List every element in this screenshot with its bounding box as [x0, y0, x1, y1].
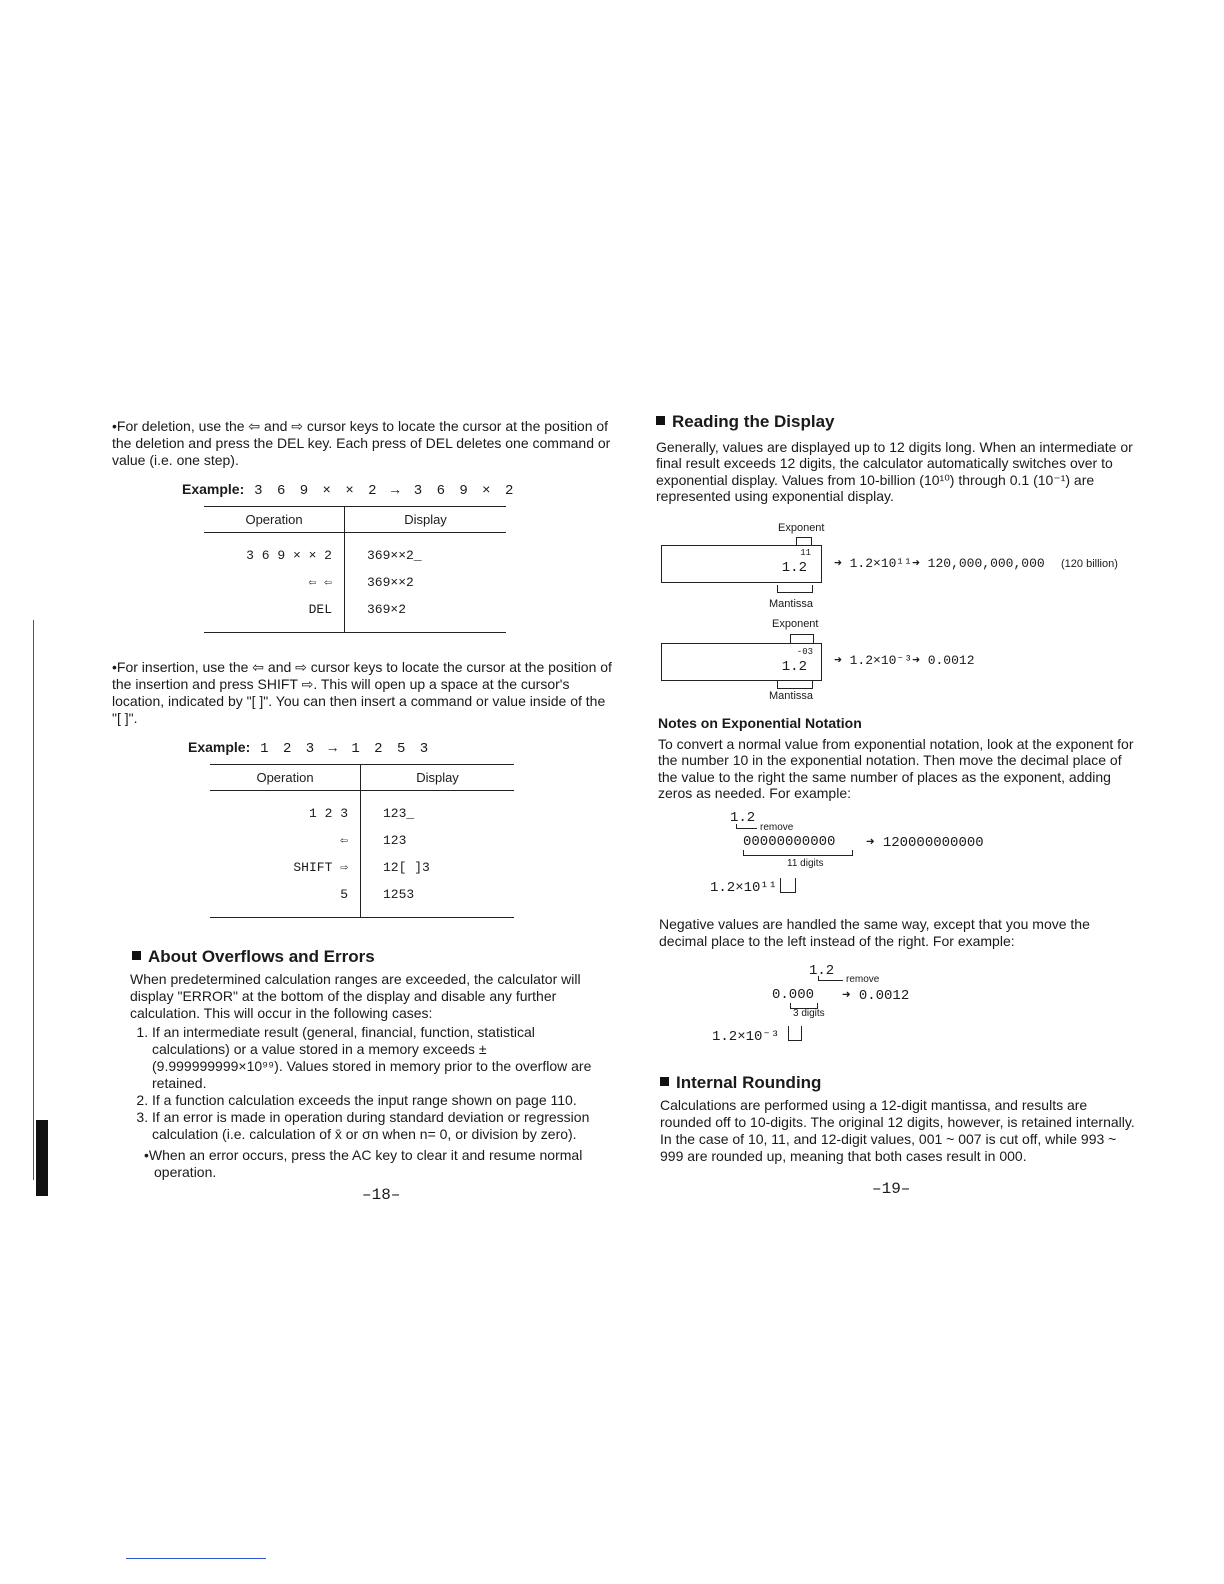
- remove-label: remove: [846, 974, 880, 985]
- conversion-result-2: ➜ 1.2×10⁻³➜ 0.0012: [834, 653, 975, 668]
- mantissa-bracket: [777, 585, 813, 593]
- list-item: 1. If an intermediate result (general, financial, function, statistical calculations) or a value stored in a memory exceeds ±(9.999999999×10⁹⁹). Values stored in memory prior to the overflow are retained.: [152, 1024, 612, 1092]
- example-insertion: [188, 739, 612, 758]
- exponential-form: 1.2×10⁻³: [712, 1029, 780, 1045]
- digits-label: 11 digits: [787, 858, 824, 869]
- operation-keys: DEL: [204, 596, 345, 633]
- conversion-start-value: 1.2: [809, 963, 835, 979]
- example-label: Example:: [188, 739, 251, 755]
- insertion-table: [210, 764, 514, 918]
- digits-bracket: [743, 850, 853, 856]
- display-value: 369××2_: [367, 548, 422, 563]
- section-heading-reading: Reading the Display: [656, 414, 1136, 431]
- display-value: 123: [383, 833, 407, 848]
- overflow-cases-list: [130, 1024, 612, 1143]
- remove-label: remove: [760, 822, 794, 833]
- mantissa-label: Mantissa: [769, 598, 814, 610]
- table-row: [210, 827, 514, 854]
- display-value: 123_: [383, 806, 415, 821]
- operation-keys: ⇦: [210, 827, 361, 854]
- page-number-left: –18–: [362, 1186, 401, 1204]
- column-header-display: Display: [345, 507, 507, 533]
- remove-pointer: [818, 976, 843, 981]
- table-row: [210, 791, 514, 828]
- display-exponent: 11: [800, 548, 811, 558]
- zeros-row: 0.000: [772, 987, 815, 1003]
- section-heading-rounding: Internal Rounding: [660, 1074, 1136, 1091]
- list-item: 3. If an error is made in operation during standard deviation or regression calculation (i.e. calculation of x̄ or σn when n= 0, or division by zero).: [152, 1109, 612, 1143]
- display-value: 12[ ]3: [383, 860, 430, 875]
- exponential-form: 1.2×10¹¹: [710, 880, 778, 896]
- pointer-bracket: [788, 1026, 802, 1041]
- scan-edge-mark: [36, 1120, 48, 1196]
- column-header-operation: Operation: [210, 765, 361, 791]
- scan-edge-line: [33, 620, 34, 1180]
- table-row: [204, 569, 506, 596]
- table-row: [210, 881, 514, 918]
- operation-keys: 3 6 9 × × 2: [204, 533, 345, 570]
- overflow-intro: When predetermined calculation ranges are exceeded, the calculator will display "ERROR" at the bottom of the display and disable any further calculation. This will occur in the following cases:: [130, 971, 581, 1021]
- remove-pointer: [736, 824, 757, 829]
- square-bullet-icon: [132, 951, 141, 960]
- display-value: 369×2: [345, 596, 507, 633]
- deletion-paragraph: •For deletion, use the ⇦ and ⇨ cursor keys to locate the cursor at the position of the deletion and press the DEL key. Each press of DEL deletes one command or value (i.e. one step).: [112, 418, 611, 468]
- digits-label: 3 digits: [793, 1008, 825, 1019]
- table-row: [210, 854, 514, 881]
- conversion-note: (120 billion): [1061, 558, 1118, 570]
- notes-section: [658, 715, 1136, 802]
- column-header-operation: Operation: [204, 507, 345, 533]
- deletion-table: [204, 506, 506, 633]
- display-value: 369××2: [367, 575, 414, 590]
- insertion-paragraph: •For insertion, use the ⇦ and ⇨ cursor keys to locate the cursor at the position of the insertion and press SHIFT ⇨. This will open up a space at the cursor's location, indicated by "[ ]". You can then insert a command or value inside of the "[ ]".: [112, 659, 612, 726]
- conversion-start-value: 1.2: [730, 810, 756, 826]
- display-mantissa: 1.2: [781, 659, 807, 675]
- calculator-display-1: [661, 545, 822, 583]
- exponent-label: Exponent: [772, 618, 819, 630]
- rounding-section: [660, 1074, 1136, 1165]
- operation-keys: 1 2 3: [210, 791, 361, 828]
- right-page: [656, 414, 1136, 505]
- operation-keys: 5: [210, 881, 361, 918]
- operation-keys: ⇦ ⇦: [204, 569, 345, 596]
- table-row: [204, 533, 506, 570]
- left-page: [112, 418, 612, 1181]
- square-bullet-icon: [656, 416, 665, 425]
- error-note: •When an error occurs, press the AC key to clear it and resume normal operation.: [144, 1147, 583, 1180]
- exponent-bracket: [790, 634, 814, 643]
- reading-paragraph: Generally, values are displayed up to 12 digits long. When an intermediate or final result exceeds 12 digits, the calculator automatically switches over to exponential display. Values from 10-billion (10¹⁰) through 0.1 (10⁻¹) are represented using exponential display.: [656, 438, 1133, 504]
- negative-values-paragraph: Negative values are handled the same way, except that you move the decimal place to the left instead of the right. For example:: [659, 916, 1090, 949]
- table-row: [204, 596, 506, 633]
- page-number-right: –19–: [872, 1180, 911, 1198]
- example-sequence: 3 6 9 × × 2 → 3 6 9 × 2: [254, 483, 517, 499]
- mantissa-bracket: [777, 681, 813, 689]
- display-mantissa: 1.2: [781, 560, 807, 576]
- list-item: 2. If a function calculation exceeds the input range shown on page 110.: [152, 1092, 612, 1109]
- calculator-display-2: [661, 643, 822, 681]
- operation-keys: SHIFT ⇨: [210, 854, 361, 881]
- example-deletion: [182, 481, 612, 500]
- example-sequence: 1 2 3 → 1 2 5 3: [260, 741, 432, 757]
- display-exponent: -03: [796, 647, 813, 657]
- section-heading-overflow: About Overflows and Errors: [132, 948, 612, 965]
- conversion-result-1: ➜ 1.2×10¹¹➜ 120,000,000,000: [834, 556, 1045, 571]
- notes-paragraph: To convert a normal value from exponential notation, look at the exponent for the number 10 in the exponential notation. Then move the decimal place of the value to the right the same number of places as the exponent, adding zeros as needed. For example:: [658, 735, 1134, 801]
- footer-line: [126, 1558, 266, 1559]
- display-value: 1253: [361, 881, 515, 918]
- column-header-display: Display: [361, 765, 515, 791]
- rounding-paragraph: Calculations are performed using a 12-digit mantissa, and results are rounded off to 10-digits. The original 12 digits, however, is retained internally. In the case of 10, 11, and 12-digit values, 001 ~ 007 is cut off, while 993 ~ 999 are rounded up, meaning that both cases result in 000.: [660, 1097, 1135, 1164]
- example-label: Example:: [182, 481, 245, 497]
- pointer-bracket: [780, 878, 796, 893]
- zeros-row: 00000000000: [743, 834, 836, 850]
- notes-heading: Notes on Exponential Notation: [658, 715, 862, 731]
- conversion-arrow-result: ➜ 120000000000: [866, 835, 984, 851]
- conversion-arrow-result: ➜ 0.0012: [842, 988, 910, 1004]
- square-bullet-icon: [660, 1077, 669, 1086]
- overflow-section: [130, 971, 612, 1181]
- exponent-label: Exponent: [778, 522, 825, 534]
- mantissa-label: Mantissa: [769, 690, 814, 702]
